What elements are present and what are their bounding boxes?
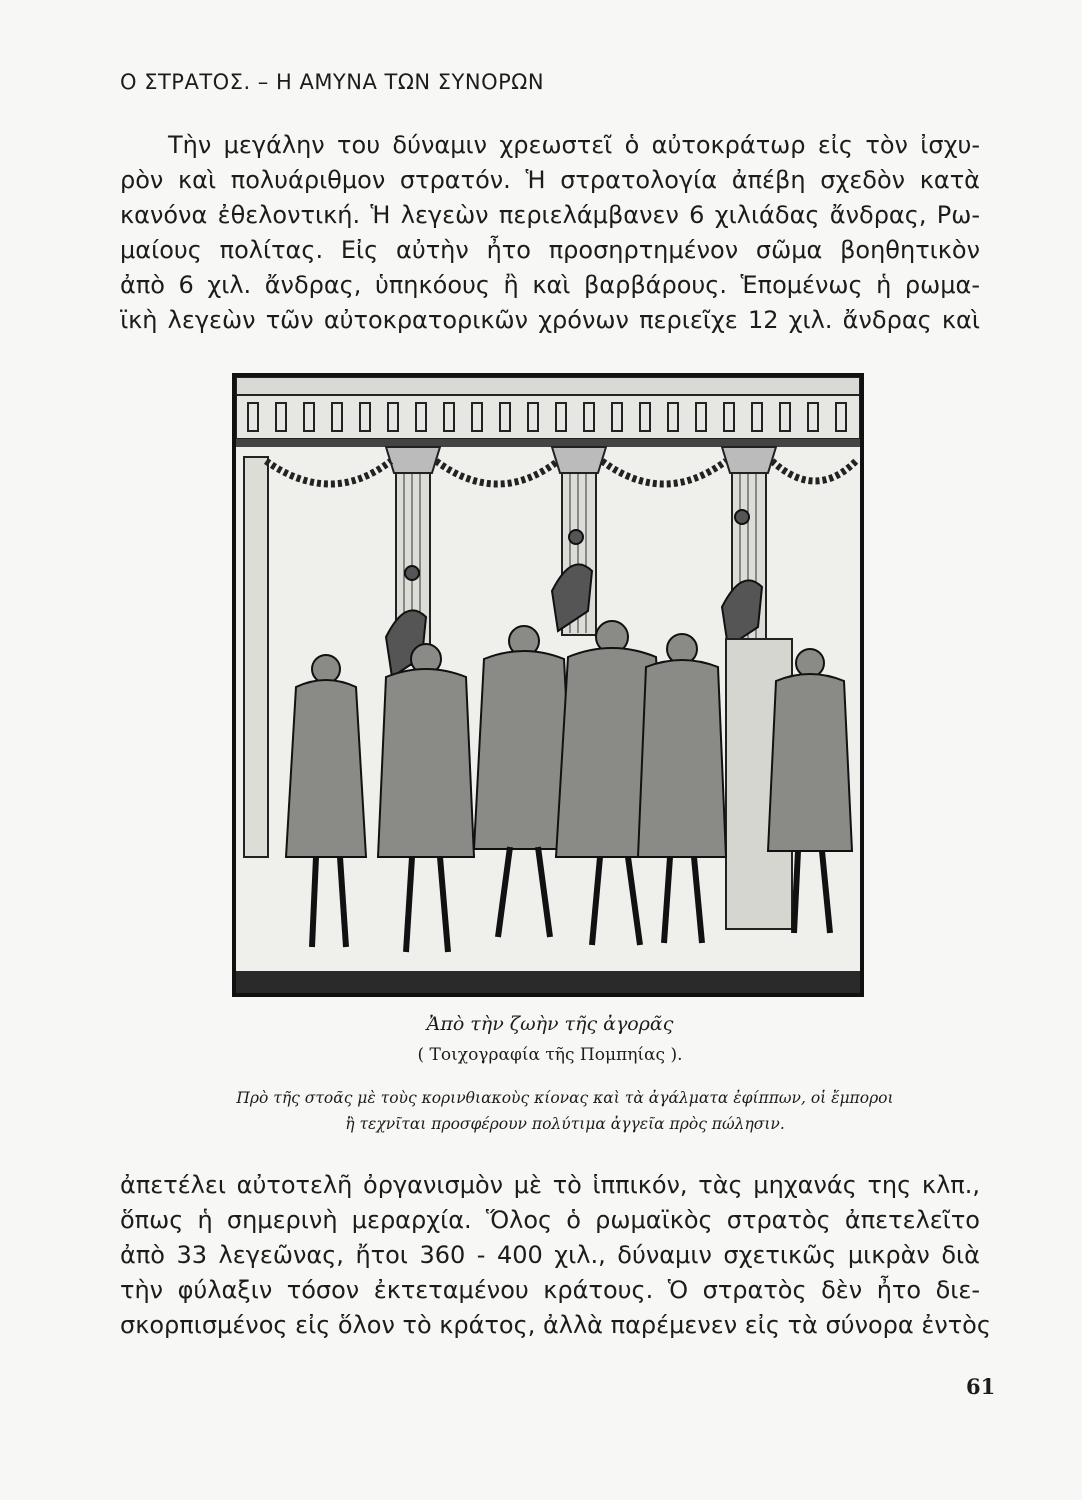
- description-line: ἢ τεχνῖται προσφέρουν πολύτιμα ἀγγεῖα πρὸς πώλησιν.: [345, 1115, 785, 1133]
- description-line: Πρὸ τῆς στοᾶς μὲ τοὺς κορινθιακοὺς κίονας καὶ τὰ ἀγάλματα ἐφίππων, οἱ ἔμποροι: [236, 1089, 894, 1107]
- text-line: ὅπως ἡ σημερινὴ μεραρχία. Ὅλος ὁ ρωμαϊκὸς στρατὸς ἀπετελεῖτο: [120, 1206, 980, 1234]
- running-head: Ο ΣΤΡΑΤΟΣ. – Η ΑΜΥΝΑ ΤΩΝ ΣΥΝΟΡΩΝ: [120, 70, 545, 94]
- paragraph-1: [120, 128, 980, 338]
- text-line: τὴν φύλαξιν τόσον ἐκτεταμένου κράτους. Ὁ στρατὸς δὲν ἦτο διε-: [120, 1276, 980, 1304]
- paragraph-2: [120, 1168, 991, 1343]
- figure-description: [140, 1085, 990, 1137]
- text-line: μαίους πολίτας. Εἰς αὐτὴν ἦτο προσηρτημένον σῶμα βοηθητικὸν: [120, 236, 980, 264]
- page-number: 61: [966, 1374, 996, 1399]
- figure-caption-source: ( Τοιχογραφία τῆς Πομπηίας ).: [417, 1045, 683, 1065]
- text-line: σκορπισμένος εἰς ὅλον τὸ κράτος, ἀλλὰ παρέμενεν εἰς τὰ σύνορα ἐντὸς: [120, 1311, 991, 1339]
- text-line: ρὸν καὶ πολυάριθμον στρατόν. Ἡ στρατολογία ἀπέβη σχεδὸν κατὰ: [120, 166, 980, 194]
- text-line: ἀπὸ 6 χιλ. ἄνδρας, ὑπηκόους ἢ καὶ βαρβάρους. Ἑπομένως ἡ ρωμα-: [120, 271, 980, 299]
- text-line: ϊκὴ λεγεὼν τῶν αὐτοκρατορικῶν χρόνων περιεῖχε 12 χιλ. ἄνδρας καὶ: [120, 306, 980, 334]
- text-line: ἀπετέλει αὐτοτελῆ ὀργανισμὸν μὲ τὸ ἱππικόν, τὰς μηχανάς της κλπ.,: [120, 1171, 980, 1199]
- text-line: κανόνα ἐθελοντική. Ἡ λεγεὼν περιελάμβανεν 6 χιλιάδας ἄνδρας, Ρω-: [120, 201, 980, 229]
- text-line: ἀπὸ 33 λεγεῶνας, ἤτοι 360 - 400 χιλ., δύναμιν σχετικῶς μικρὰν διὰ: [120, 1241, 980, 1269]
- illustration-drawing: [236, 377, 860, 993]
- fresco-illustration: [232, 373, 864, 997]
- figure-caption-title: Ἀπὸ τὴν ζωὴν τῆς ἀγορᾶς: [426, 1013, 674, 1035]
- text-line: Τὴν μεγάλην του δύναμιν χρεωστεῖ ὁ αὐτοκράτωρ εἰς τὸν ἰσχυ-: [168, 131, 980, 159]
